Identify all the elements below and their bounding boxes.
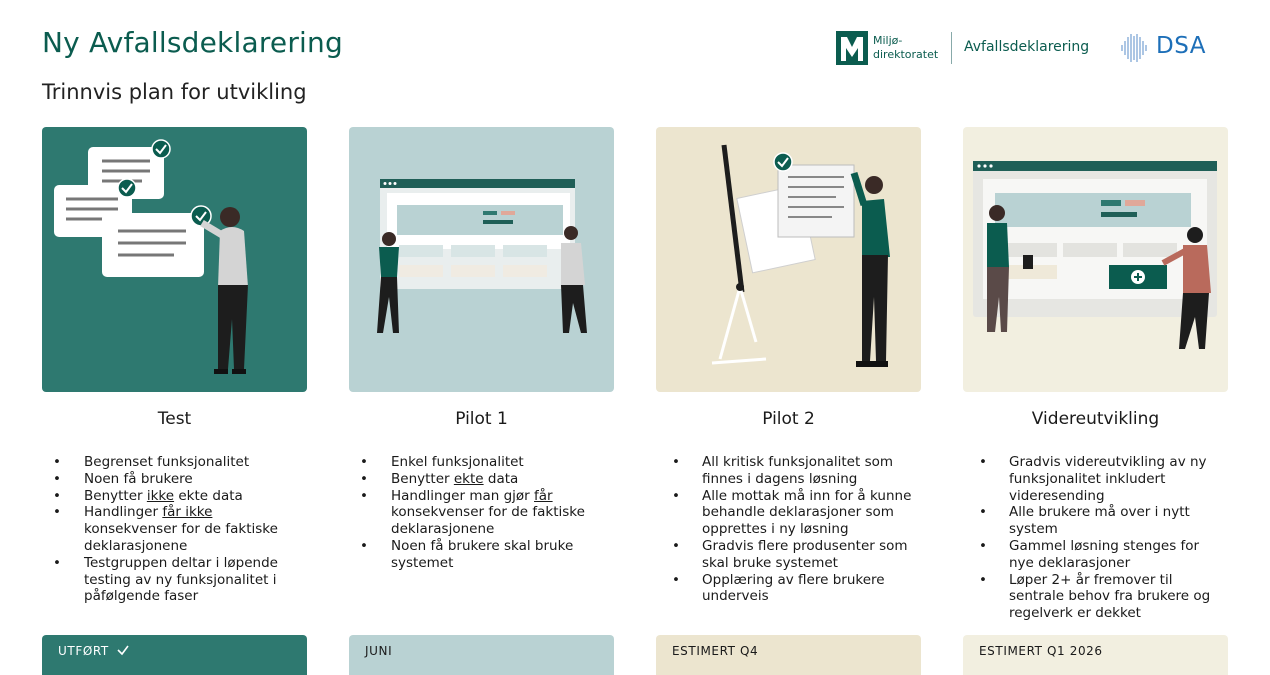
phase-pilot-1 <box>349 127 614 665</box>
list-item: • All kritisk funksjonalitet som finnes i dagens løsning <box>656 454 921 488</box>
status-label: UTFØRT <box>58 644 109 658</box>
miljodirektoratet-logo-icon <box>836 31 868 65</box>
emphasis: får ikke <box>162 504 213 521</box>
phase-bullets <box>42 454 307 605</box>
pilot-2-illustration <box>656 127 921 392</box>
miljodirektoratet-name <box>873 34 938 62</box>
dsa-name: DSA <box>1156 33 1206 59</box>
status-badge <box>656 635 921 675</box>
text-part: ekte data <box>174 487 243 504</box>
phase-test <box>42 127 307 665</box>
status-label: ESTIMERT Q4 <box>672 644 759 658</box>
list-item: • Gammel løsning stenges for nye deklarasjoner <box>963 538 1228 572</box>
dashboard-screen-icon <box>349 127 614 392</box>
list-item: • Gradvis videreutvikling av ny funksjonalitet inkludert videresending <box>963 454 1228 504</box>
videreutvikling-illustration <box>963 127 1228 392</box>
text-part: Benytter <box>84 487 147 504</box>
phase-title: Pilot 1 <box>455 409 508 429</box>
documents-review-icon <box>42 127 307 392</box>
phase-title: Pilot 2 <box>762 409 815 429</box>
collaboration-screen-icon <box>963 127 1228 392</box>
emphasis: ikke <box>146 487 175 504</box>
emphasis: ekte <box>453 470 484 487</box>
miljo-line1: Miljø- <box>873 34 903 47</box>
list-item <box>349 488 614 538</box>
status-badge <box>349 635 614 675</box>
list-item: • Enkel funksjonalitet <box>349 454 614 471</box>
page-title: Ny Avfallsdeklarering <box>42 26 343 59</box>
status-label: ESTIMERT Q1 2026 <box>979 644 1103 658</box>
list-item: • Begrenset funksjonalitet <box>42 454 307 471</box>
product-name: Avfallsdeklarering <box>964 39 1090 55</box>
list-item: • Testgruppen deltar i løpende testing av ny funksjonalitet i påfølgende faser <box>42 555 307 605</box>
text-part: konsekvenser for de faktiske deklarasjonene <box>391 504 585 538</box>
phase-bullets <box>963 454 1228 622</box>
phase-pilot-2 <box>656 127 921 665</box>
phase-title: Videreutvikling <box>1031 409 1160 429</box>
dsa-wave-icon <box>1120 32 1150 64</box>
text-part: konsekvenser for de faktiske deklarasjonene <box>84 521 278 554</box>
text-part: Handlinger <box>84 504 163 521</box>
list-item <box>42 504 307 554</box>
list-item: • Opplæring av flere brukere underveis <box>656 572 921 606</box>
logo-divider <box>951 32 952 64</box>
list-item: • Alle brukere må over i nytt system <box>963 504 1228 538</box>
list-item <box>349 471 614 488</box>
logo-bar <box>836 30 1216 66</box>
emphasis: får <box>534 487 553 504</box>
text-part: data <box>483 470 519 487</box>
list-item: • Noen få brukere skal bruke systemet <box>349 538 614 572</box>
text-part: Benytter <box>391 470 454 487</box>
flipchart-icon <box>656 127 921 392</box>
miljo-line2: direktoratet <box>873 48 939 61</box>
list-item: • Gradvis flere produsenter som skal bruke systemet <box>656 538 921 572</box>
phase-bullets <box>656 454 921 605</box>
check-icon <box>116 643 130 657</box>
page-subtitle: Trinnvis plan for utvikling <box>42 80 307 104</box>
status-label: JUNI <box>365 644 393 658</box>
status-badge <box>42 635 307 675</box>
phase-videreutvikling <box>963 127 1228 665</box>
phase-bullets <box>349 454 614 572</box>
text-part: Handlinger man gjør <box>391 487 535 504</box>
list-item <box>42 488 307 505</box>
list-item: • Løper 2+ år fremover til sentrale behov fra brukere og regelverk er dekket <box>963 572 1228 622</box>
phase-title: Test <box>157 409 192 429</box>
list-item: • Alle mottak må inn for å kunne behandle deklarasjoner som opprettes i ny løsning <box>656 488 921 538</box>
list-item: • Noen få brukere <box>42 471 307 488</box>
test-illustration <box>42 127 307 392</box>
status-badge <box>963 635 1228 675</box>
pilot-1-illustration <box>349 127 614 392</box>
